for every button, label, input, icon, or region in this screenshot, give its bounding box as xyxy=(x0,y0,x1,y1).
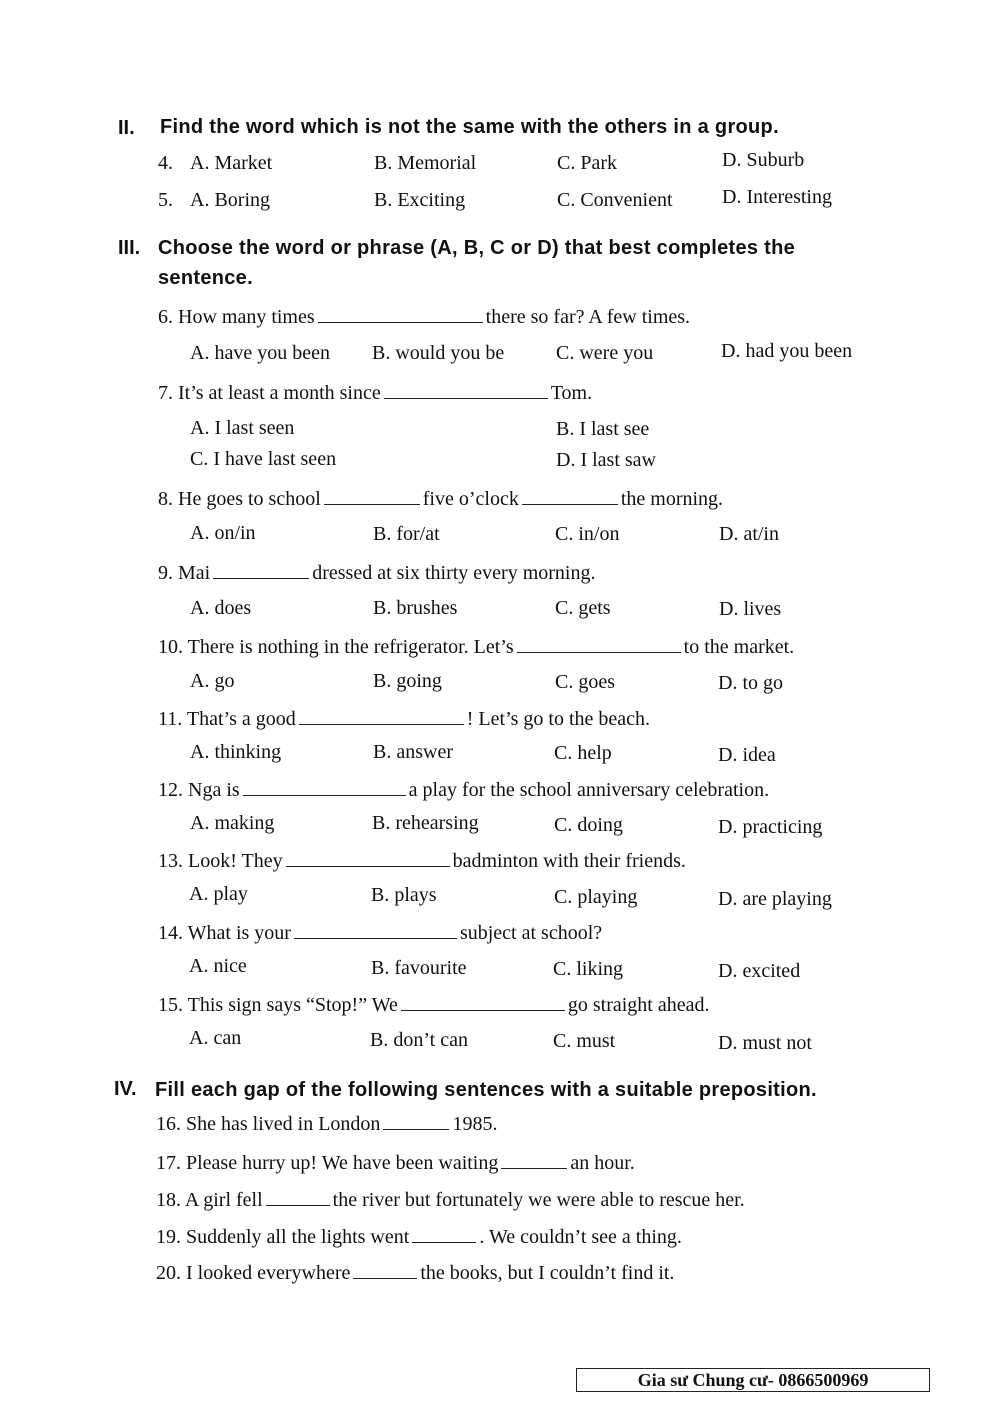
option-c[interactable]: C. I have last seen xyxy=(190,448,337,470)
option-d[interactable]: D. to go xyxy=(718,672,783,694)
option-d[interactable]: D. Interesting xyxy=(722,186,832,208)
answer-blank[interactable] xyxy=(286,848,450,867)
answer-blank[interactable] xyxy=(299,706,464,725)
option-a[interactable]: A. does xyxy=(190,597,252,619)
question-10-text-end: to the market. xyxy=(683,636,795,658)
option-a[interactable]: A. can xyxy=(189,1027,242,1049)
option-d[interactable]: D. Suburb xyxy=(722,149,805,171)
option-c[interactable]: C. were you xyxy=(556,342,654,364)
option-a[interactable]: A. go xyxy=(190,670,235,692)
answer-blank[interactable] xyxy=(522,486,618,505)
option-a[interactable]: A. thinking xyxy=(190,741,282,763)
answer-blank[interactable] xyxy=(384,380,548,399)
answer-blank[interactable] xyxy=(324,486,420,505)
question-18 xyxy=(156,1187,745,1212)
question-16-text-start: 16. She has lived in London xyxy=(156,1113,381,1135)
question-17 xyxy=(156,1150,635,1175)
question-9-text-end: dressed at six thirty every morning. xyxy=(312,562,596,584)
question-14-text-end: subject at school? xyxy=(459,922,603,944)
question-19 xyxy=(156,1224,682,1249)
answer-blank[interactable] xyxy=(318,304,483,323)
option-b[interactable]: B. rehearsing xyxy=(372,812,479,834)
option-c[interactable]: C. liking xyxy=(553,958,624,980)
answer-blank[interactable] xyxy=(412,1224,476,1243)
question-13-text-start: 13. Look! They xyxy=(158,850,283,872)
question-17-text-start: 17. Please hurry up! We have been waiting xyxy=(156,1152,499,1174)
option-b[interactable]: B. going xyxy=(373,670,442,692)
option-c[interactable]: C. Convenient xyxy=(557,189,673,211)
section-3-title-line-2: sentence. xyxy=(158,267,253,289)
option-d[interactable]: D. are playing xyxy=(718,888,832,910)
section-4-title: Fill each gap of the following sentences with a suitable preposition. xyxy=(155,1079,817,1101)
question-13-text-end: badminton with their friends. xyxy=(452,850,686,872)
option-d[interactable]: D. idea xyxy=(718,744,776,766)
option-b[interactable]: B. brushes xyxy=(373,597,458,619)
question-9-text-start: 9. Mai xyxy=(158,562,211,584)
option-b[interactable]: B. for/at xyxy=(373,523,440,545)
question-17-text-end: an hour. xyxy=(570,1152,635,1174)
question-8-text-start: 8. He goes to school xyxy=(158,488,321,510)
question-14-text-start: 14. What is your xyxy=(158,922,291,944)
option-a[interactable]: A. have you been xyxy=(190,342,330,364)
answer-blank[interactable] xyxy=(266,1187,330,1206)
question-18-text-end: the river but fortunately we were able to rescue her. xyxy=(332,1189,745,1211)
section-3-number: III. xyxy=(118,237,141,259)
option-b[interactable]: B. Exciting xyxy=(374,189,466,211)
answer-blank[interactable] xyxy=(294,920,457,939)
question-15-text-start: 15. This sign says “Stop!” We xyxy=(158,994,398,1016)
question-6-text-start: 6. How many times xyxy=(158,306,315,328)
option-d[interactable]: D. must not xyxy=(718,1032,812,1054)
question-15-text-end: go straight ahead. xyxy=(567,994,710,1016)
question-16 xyxy=(156,1111,497,1136)
option-a[interactable]: A. making xyxy=(190,812,275,834)
option-b[interactable]: B. answer xyxy=(373,741,453,763)
question-6-text-end: there so far? A few times. xyxy=(485,306,691,328)
option-c[interactable]: C. in/on xyxy=(555,523,620,545)
option-a[interactable]: A. on/in xyxy=(190,522,256,544)
question-16-text-end: 1985. xyxy=(452,1113,498,1135)
question-11 xyxy=(158,706,650,731)
question-7-text-start: 7. It’s at least a month since xyxy=(158,382,381,404)
option-d[interactable]: D. excited xyxy=(718,960,801,982)
option-a[interactable]: A. nice xyxy=(189,955,247,977)
answer-blank[interactable] xyxy=(501,1150,567,1169)
question-11-text-start: 11. That’s a good xyxy=(158,708,296,730)
question-12-text-start: 12. Nga is xyxy=(158,779,240,801)
option-a[interactable]: A. play xyxy=(189,883,248,905)
option-d[interactable]: D. at/in xyxy=(719,523,779,545)
answer-blank[interactable] xyxy=(353,1260,417,1279)
answer-blank[interactable] xyxy=(383,1111,449,1130)
answer-blank[interactable] xyxy=(213,560,309,579)
option-b[interactable]: B. Memorial xyxy=(374,152,477,174)
question-12-text-end: a play for the school anniversary celebration. xyxy=(408,779,770,801)
question-18-text-start: 18. A girl fell xyxy=(156,1189,263,1211)
question-8-text-end: the morning. xyxy=(620,488,724,510)
question-8 xyxy=(158,486,723,511)
question-19-text-end: . We couldn’t see a thing. xyxy=(479,1226,682,1248)
question-15 xyxy=(158,992,710,1017)
question-8-text-mid: five o’clock xyxy=(422,488,519,510)
answer-blank[interactable] xyxy=(243,777,406,796)
option-c[interactable]: C. must xyxy=(553,1030,616,1052)
section-4-number: IV. xyxy=(114,1078,137,1100)
question-7-text-end: Tom. xyxy=(550,382,593,404)
option-c[interactable]: C. Park xyxy=(557,152,617,174)
option-b[interactable]: B. favourite xyxy=(371,957,467,979)
question-10-text-start: 10. There is nothing in the refrigerator. Let’s xyxy=(158,636,514,658)
question-20 xyxy=(156,1260,674,1285)
footer-contact-box: Gia sư Chung cư- 0866500969 xyxy=(576,1368,930,1392)
option-d[interactable]: D. I last saw xyxy=(556,449,656,471)
option-d[interactable]: D. practicing xyxy=(718,816,823,838)
question-10 xyxy=(158,634,794,659)
option-d[interactable]: D. had you been xyxy=(721,340,853,362)
section-3-title: Choose the word or phrase (A, B, C or D) that best completes the xyxy=(158,237,796,259)
option-a[interactable]: A. I last seen xyxy=(190,417,295,439)
option-c[interactable]: C. playing xyxy=(554,886,638,908)
section-2-number: II. xyxy=(118,117,135,139)
option-c[interactable]: C. doing xyxy=(554,814,623,836)
question-13 xyxy=(158,848,686,873)
question-19-text-start: 19. Suddenly all the lights went xyxy=(156,1226,410,1248)
option-b[interactable]: B. don’t can xyxy=(370,1029,468,1051)
option-a[interactable]: A. Boring xyxy=(190,189,270,211)
answer-blank[interactable] xyxy=(517,634,681,653)
option-b[interactable]: B. would you be xyxy=(372,342,505,364)
question-6 xyxy=(158,304,690,329)
question-11-text-end: ! Let’s go to the beach. xyxy=(466,708,651,730)
question-20-text-start: 20. I looked everywhere xyxy=(156,1262,351,1284)
option-b[interactable]: B. plays xyxy=(371,884,437,906)
option-b[interactable]: B. I last see xyxy=(556,418,650,440)
question-14 xyxy=(158,920,602,945)
option-c[interactable]: C. gets xyxy=(555,597,611,619)
section-2-title: Find the word which is not the same with the others in a group. xyxy=(160,116,779,138)
question-5-number: 5. xyxy=(158,189,173,211)
question-7 xyxy=(158,380,592,405)
option-d[interactable]: D. lives xyxy=(719,598,782,620)
answer-blank[interactable] xyxy=(401,992,565,1011)
option-c[interactable]: C. help xyxy=(554,742,612,764)
question-9 xyxy=(158,560,596,585)
question-20-text-end: the books, but I couldn’t find it. xyxy=(420,1262,675,1284)
question-12 xyxy=(158,777,769,802)
option-c[interactable]: C. goes xyxy=(555,671,615,693)
option-a[interactable]: A. Market xyxy=(190,152,273,174)
question-4-number: 4. xyxy=(158,152,173,174)
